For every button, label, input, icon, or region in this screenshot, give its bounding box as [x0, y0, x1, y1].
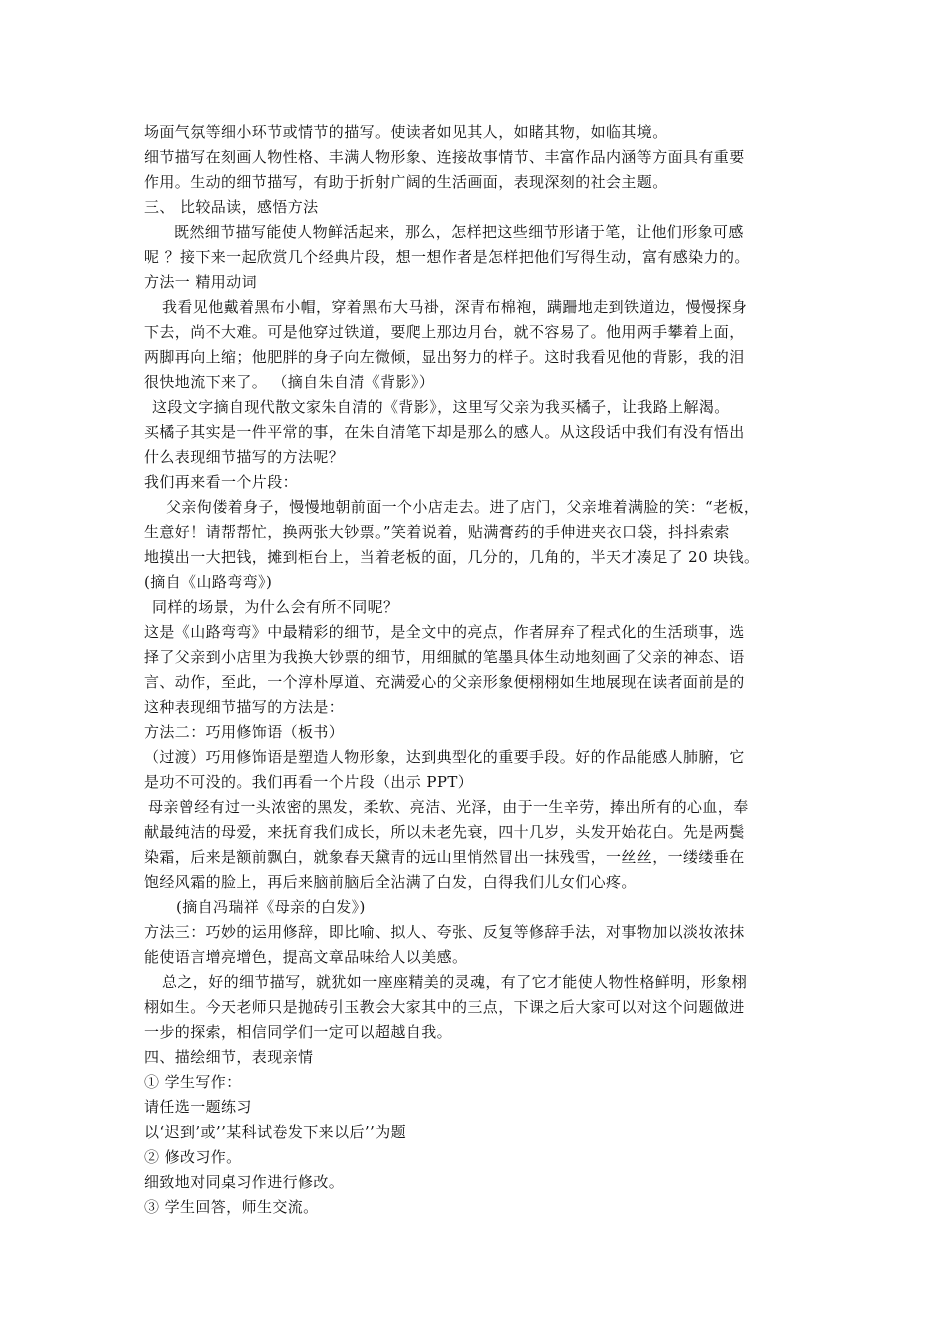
quote-line: 下去，尚不大难。可是他穿过铁道，要爬上那边月台，就不容易了。他用两手攀着上面，: [144, 323, 745, 341]
paragraph-line: 我们再来看一个片段：: [144, 473, 299, 491]
quote-line: 献最纯洁的母爱，来抚育我们成长，所以未老先衰，四十几岁，头发开始花白。先是两鬓: [144, 823, 745, 841]
paragraph-line: 呢 ？接下来一起欣赏几个经典片段，想一想作者是怎样把他们写得生动，富有感染力的。: [144, 248, 750, 266]
quote-line: 生意好！请帮帮忙，换两张大钞票。”笑着说着，贴满膏药的手伸进夹衣口袋，抖抖索索: [144, 523, 730, 541]
method-heading: 方法二：巧用修饰语（板书）: [144, 723, 345, 741]
quote-source: (摘自《山路弯弯》): [144, 573, 273, 591]
quote-line: 我看见他戴着黑布小帽，穿着黑布大马褂，深青布棉袍，蹒跚地走到铁道边，慢慢探身: [162, 298, 748, 316]
list-item: ③ 学生回答，师生交流。: [144, 1198, 319, 1216]
quote-line: 饱经风霜的脸上，再后来脑前脑后全沾满了白发，白得我们儿女们心疼。: [144, 873, 637, 891]
paragraph-line: 请任选一题练习: [144, 1098, 252, 1116]
paragraph-line: 一步的探索，相信同学们一定可以超越自我。: [144, 1023, 453, 1041]
paragraph-line: 栩如生。今天老师只是抛砖引玉教会大家其中的三点，下课之后大家可以对这个问题做进: [144, 998, 745, 1016]
paragraph-line: 总之，好的细节描写，就犹如一座座精美的灵魂，有了它才能使人物性格鲜明，形象栩: [162, 973, 748, 991]
paragraph-line: 能使语言增亮增色，提高文章品味给人以美感。: [144, 948, 468, 966]
paragraph-line: 这种表现细节描写的方法是：: [144, 698, 345, 716]
paragraph-line: 这段文字摘自现代散文家朱自清的《背影》，这里写父亲为我买橘子，让我路上解渴。: [152, 398, 730, 416]
document-body: [144, 120, 816, 1220]
paragraph-line: 买橘子其实是一件平常的事，在朱自清笔下却是那么的感人。从这段话中我们有没有悟出: [144, 423, 745, 441]
list-item: ① 学生写作：: [144, 1073, 242, 1091]
quote-source: (摘自冯瑞祥《母亲的白发》): [176, 898, 366, 916]
paragraph-line: 同样的场景，为什么会有所不同呢？: [152, 598, 399, 616]
quote-line: 地摸出一大把钱，摊到柜台上，当着老板的面，几分的，几角的，半天才凑足了 20 块钱。: [144, 548, 760, 566]
paragraph-line: 细节描写在刻画人物性格、丰满人物形象、连接故事情节、丰富作品内涵等方面具有重要: [144, 148, 745, 166]
paragraph-line: 什么表现细节描写的方法呢？: [144, 448, 345, 466]
quote-line: 两脚再向上缩；他肥胖的身子向左微倾，显出努力的样子。这时我看见他的背影，我的泪: [144, 348, 745, 366]
paragraph-line: 作用。生动的细节描写，有助于折射广阔的生活画面，表现深刻的社会主题。: [144, 173, 668, 191]
method-heading: 方法三：巧妙的运用修辞，即比喻、拟人、夸张、反复等修辞手法，对事物加以淡妆浓抹: [144, 923, 745, 941]
section-heading: 三、 比较品读，感悟方法: [144, 198, 319, 216]
list-item: ② 修改习作。: [144, 1148, 242, 1166]
paragraph-line: 细致地对同桌习作进行修改。: [144, 1173, 345, 1191]
quote-line: 染霜，后来是额前飘白，就象春天黛青的远山里悄然冒出一抹残雪，一丝丝，一缕缕垂在: [144, 848, 745, 866]
paragraph-line: （过渡）巧用修饰语是塑造人物形象，达到典型化的重要手段。好的作品能感人肺腑，它: [144, 748, 745, 766]
quote-line: 父亲佝偻着身子，慢慢地朝前面一个小店走去。进了店门，父亲堆着满脸的笑：“老板，: [166, 498, 760, 516]
paragraph-line: 择了父亲到小店里为我换大钞票的细节，用细腻的笔墨具体生动地刻画了父亲的神态、语: [144, 648, 745, 666]
paragraph-line: 这是《山路弯弯》中最精彩的细节，是全文中的亮点，作者屏弃了程式化的生活琐事，选: [144, 623, 745, 641]
quote-line: 很快地流下来了。 （摘自朱自清《背影》）: [144, 373, 435, 391]
paragraph-line: 既然细节描写能使人物鲜活起来，那么，怎样把这些细节形诸于笔，让他们形象可感: [174, 223, 744, 241]
quote-line: 母亲曾经有过一头浓密的黑发，柔软、亮洁、光泽，由于一生辛劳，捧出所有的心血，奉: [148, 798, 749, 816]
paragraph-line: 以‘迟到’或’’某科试卷发下来以后’’为题: [144, 1123, 407, 1141]
paragraph-line: 言、动作，至此，一个淳朴厚道、充满爱心的父亲形象便栩栩如生地展现在读者面前是的: [144, 673, 745, 691]
section-heading: 四、描绘细节，表现亲情: [144, 1048, 314, 1066]
paragraph-line: 场面气氛等细小环节或情节的描写。使读者如见其人，如睹其物，如临其境。: [144, 123, 668, 141]
method-heading: 方法一 精用动词: [144, 273, 257, 291]
paragraph-line: 是功不可没的。我们再看一个片段（出示 PPT）: [144, 773, 474, 791]
